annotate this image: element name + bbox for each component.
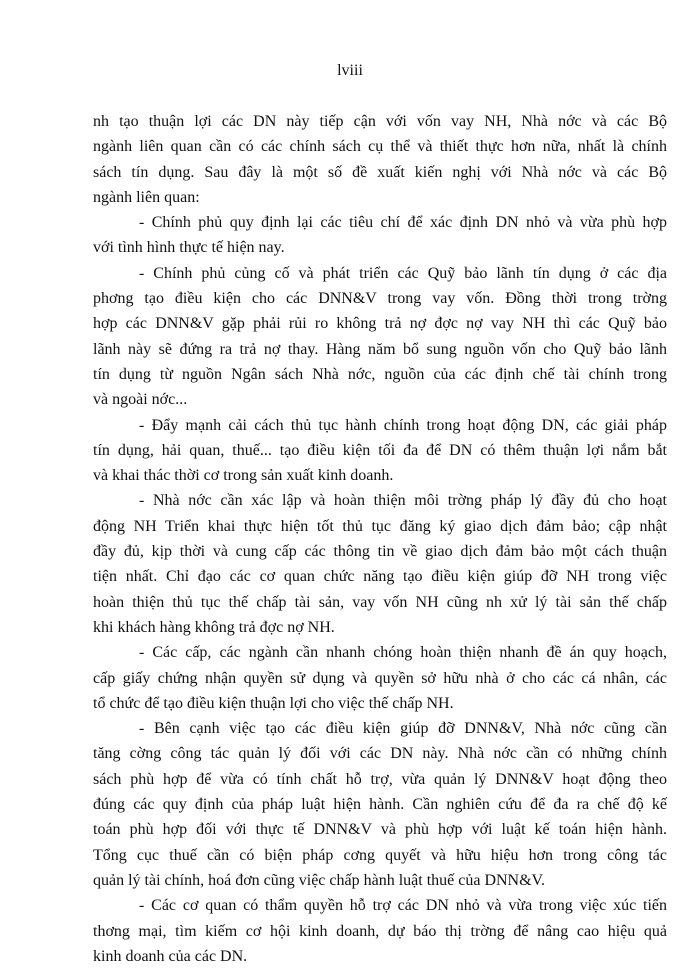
text-line: nh tạo thuận lợi các DN này tiếp cận với vốn vay NH, Nhà nớc và các Bộ [93,113,667,130]
text-line: - Đẩy mạnh cải cách thủ tục hành chính trong hoạt động DN, các giải pháp [139,416,667,434]
text-line: - Các cơ quan có thẩm quyền hỗ trợ các DN nhỏ và vừa trong việc xúc tiến [139,897,667,915]
text-line: - Bên cạnh việc tạo các điều kiện giúp đỡ DNN&V, Nhà nớc cũng cần [139,720,667,738]
text-line: ngành liên quan: [93,188,200,206]
text-line: - Các cấp, các ngành cần nhanh chóng hoàn thiện nhanh đề án quy hoạch, [139,644,667,662]
text-line: tín dụng từ nguồn Ngân sách Nhà nớc, nguồn của các định chế tài chính trong [93,365,667,383]
text-line: - Nhà nớc cần xác lập và hoàn thiện môi trờng pháp lý đầy đủ cho hoạt [139,492,667,510]
text-line: sách tín dụng. Sau đây là một số đề xuất kiến nghị với Nhà nớc và các Bộ [93,163,667,181]
text-line: phơng tạo điều kiện cho các DNN&V trong vay vốn. Đồng thời trong trờng [93,290,667,308]
text-line: và khai thác thời cơ trong sản xuất kinh doanh. [93,467,394,485]
text-line: lãnh này sẽ đứng ra trả nợ thay. Hàng năm bổ sung nguồn vốn cho Quỹ bảo lãnh [93,340,667,358]
text-line: thơng mại, tìm kiếm cơ hội kinh doanh, dự báo thị trờng để nâng cao hiệu quả [93,922,667,940]
text-line: toán phù hợp đối với thực tế DNN&V và phù hợp với luật kế toán hiện hành. [93,821,667,839]
text-line: và ngoài nớc... [93,391,188,409]
text-line: hoàn thiện thủ tục thế chấp tài sản, vay vốn NH cũng nh xử lý tài sản thế chấp [93,593,667,611]
text-line: Tổng cục thuế cần có biện pháp cơng quyết và hữu hiệu hơn trong công tác [93,846,667,864]
text-line: động NH Triển khai thực hiện tốt thủ tục đăng ký giao dịch đảm bảo; cập nhật [93,517,667,535]
text-line: tăng cờng công tác quản lý đối với các DN này. Nhà nớc cần có những chính [93,745,667,763]
text-line: quản lý tài chính, hoá đơn cũng việc chấp hành luật thuế của DNN&V. [93,871,546,889]
text-line: khi khách hàng không trả đợc nợ NH. [93,618,335,636]
text-line: ngành liên quan cần có các chính sách cụ thể và thiết thực hơn nữa, nhất là chính [93,138,667,156]
text-line: với tình hình thực tế hiện nay. [93,239,285,257]
text-line: đầy đủ, kịp thời và cung cấp các thông tin về giao dịch đảm bảo một cách thuận [93,543,667,561]
text-line: kinh doanh của các DN. [93,947,248,965]
text-line: - Chính phủ quy định lại các tiêu chí để xác định DN nhỏ và vừa phù hợp [139,214,667,232]
page-number: lviii [337,62,363,79]
text-line: tín dụng, hải quan, thuế... tạo điều kiện tối đa để DN có thêm thuận lợi nắm bắt [93,441,667,459]
text-line: cấp giấy chứng nhận quyền sử dụng và quyền sở hữu nhà ở cho các cá nhân, các [93,669,667,687]
body-text [93,109,667,969]
text-line: tổ chức để tạo điều kiện thuận lợi cho việc thế chấp NH. [93,694,454,712]
text-line: hợp các DNN&V gặp phải rủi ro không trả nợ đợc nợ vay NH thì các Quỹ bảo [93,315,667,333]
text-line: đúng các quy định của pháp luật hiện hành. Cần nghiên cứu để đa ra chế độ kế [93,796,667,814]
text-line: - Chính phủ củng cố và phát triển các Quỹ bảo lãnh tín dụng ở các địa [139,264,667,282]
text-line: sách phù hợp để vừa có tính chất hỗ trợ, vừa quản lý DNN&V hoạt động theo [93,770,667,788]
text-line: tiện nhất. Chỉ đạo các cơ quan chức năng tạo điều kiện giúp đỡ NH trong việc [93,568,667,586]
